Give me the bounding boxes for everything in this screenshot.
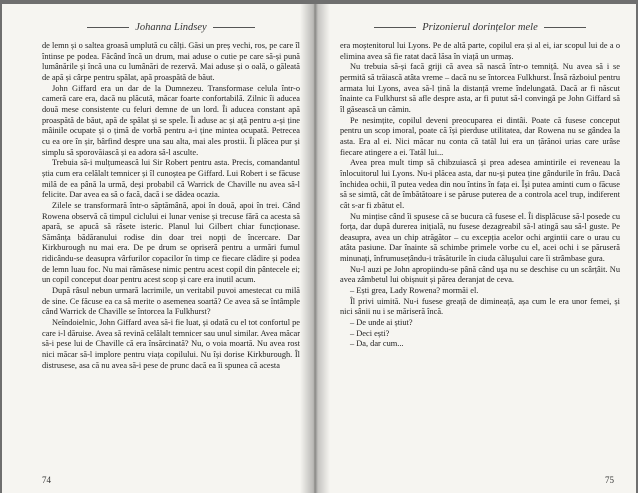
- paragraph: – Da, dar cum...: [350, 339, 404, 349]
- head-rule-right: [213, 27, 255, 28]
- paragraph: Îl privi uimită. Nu-i fusese greață de dimineață, așa cum le era unor femei, și nici sânii nu i se măriseră încă.: [340, 296, 620, 317]
- left-page-number: 74: [42, 475, 51, 485]
- paragraph: de lemn și o saltea groasă umplută cu câlți. Găsi un preș vechi, ros, pe care îl întinse pe podea. Făcând încă un drum, mai aduse o cutie pe care să-și pună lumânările și încă una cu lumânări de rezervă. Mai aduse și o oală, o găleată de apă și cârpe pentru spălat, apă proaspătă de băut.: [42, 41, 300, 82]
- left-running-head: [42, 20, 300, 34]
- right-running-head-text: Prizonierul dorințelor mele: [422, 21, 538, 33]
- right-body-text: [340, 41, 620, 350]
- left-running-head-text: Johanna Lindsey: [135, 21, 207, 33]
- paragraph: Zilele se transformară într-o săptămână, apoi în două, apoi în trei. Când Rowena observă că timpul ciclului ei lunar venise și trecuse fără ca acesta să apară, se apucă să râsete isteric. Planul lui Gilbert chiar funcționase. Sămânța bădăranului rodise din doar trei nopți de încercare. Dar Kirkburough nu mai era. De pe drum se opriseră pentru a urmări fumul ridicându-se deasupra vârfurilor copacilor în timp ce fiecare clădire și podea de lemn luau foc. Nu mai rămăsese nimic pentru acest copil din pântecele ei; un copil conceput doar pentru acest scop și care era inutil acum.: [42, 200, 300, 285]
- paragraph: Nu mințise când îi spusese că se bucura că fusese el. Îi displăcuse să-l posede cu forța, dar după durerea inițială, nu fusese dezagreabil să-l atingă sau să-l guste. Pe deasupra, avea un chip atrăgător – cu excepția acelor ochi argintii care o urau cu atâta pasiune. Dar înainte să schimbe primele vorbe cu el, acei ochi i se păruseră minunați, înfrumusețându-i trăsăturile în ciuda căluşului care îi strâmbase gura.: [340, 211, 620, 264]
- paragraph: Avea prea mult timp să chibzuiască și prea adesea amintirile ei reveneau la înlocuitorul lui Lyons. Nu-i plăcea asta, dar nu-și putea ține gândurile în frâu. Dacă închidea ochii, îl putea vedea din nou întins în fața ei. Își putea aminti cum o făcuse să se simtă, cât de îmbătătoare i se păruse puterea de a controla acel trup, indiferent cât s-ar fi zbătut el.: [340, 158, 620, 210]
- paragraph: John Giffard era un dar de la Dumnezeu. Transformase celula într-o cameră care era, dacă nu plăcută, măcar foarte confortabilă. Zilnic îi aducea două mese consistente cu feluri demne de un lord. Îi aducea constant apă proaspătă de băut, apă de spălat și se spele. Îi aduse ac și ață pentru a-și ține mâinile ocupate și o țimă de vorbă pentru a-i ține mintea ocupată. Petrecea cu ea ore în șir, bârfind despre una sau alta, mai ales prostii. Îi plăcea pur și simplu să sporovăiască și ea adora să-l asculte.: [42, 83, 300, 157]
- paragraph: Pe nesimțite, copilul deveni preocuparea ei dintâi. Poate că fusese conceput pentru un scop imoral, poate că își pierduse utilitatea, dar Rowena nu se gândea la asta. Era al ei. Nici măcar nu conta că tatăl lui era un țărănoi urias care urâse fiecare atingere a ei. Tatăl lui...: [340, 115, 620, 157]
- paragraph: – Ești grea, Lady Rowena? mormăi el.: [350, 286, 479, 296]
- paragraph: Neîndoielnic, John Giffard avea să-i fie luat, și odată cu el tot confortul pe care i-l dăruise. Avea să revină celălalt temnicer sau unul similar. Avea măcar să-i pese lui de Chaville că era însărcinată? Nu, o voia moartă. Nu avea rost nici măcar să-l implore pentru viața copilului. Nu își dorise Kirkburough. Îl distrusese, asa că nu avea să-i pese de prunc dacă ea îi spunea că acesta: [42, 318, 300, 370]
- head-rule-left: [87, 27, 129, 28]
- head-rule-right: [544, 27, 586, 28]
- right-page: [314, 4, 636, 493]
- paragraph: era moștenitorul lui Lyons. Pe de altă parte, copilul era și al ei, iar scopul lui de a o elimina avea să fie ratat dacă lăsa în viață un urmaș.: [340, 41, 620, 61]
- right-running-head: [340, 20, 620, 34]
- left-body-text: [42, 41, 300, 371]
- paragraph: – Deci ești?: [350, 328, 390, 338]
- paragraph: Trebuia să-i mulțumească lui Sir Robert pentru asta. Precis, comandantul știa cum era celălalt temnicer și îl cunoștea pe Giffard. Lui Robert i se făcuse milă de ea până la urmă, deși probabil că Warrick de Chaville nu avea să-l felicite. Dar avea ea să o facă, dacă i se dădea ocazia.: [42, 158, 300, 200]
- paragraph: După râsul nebun urmară lacrimile, un veritabil puvoi amestecat cu milă de sine. Ce făcuse ea ca să merite o asemenea soartă? Ce avea să se întâmple când Warrick de Chaville se întorcea la Fulkhurst?: [42, 286, 300, 317]
- paragraph: Nu trebuia să-și facă griji că avea să nască într-o temniță. Nu avea să i se permită să trăiască atâta vreme – dacă nu se întorcea Fulkhurst. Însă războiul pentru armata lui Lyons, avea să-l țină la distanță vreme îndelungată. Dacă ar fi născut înainte ca Fulkhurst să afle despre asta, ar fi putut să-l convingă pe John Giffard să îl găsească un cămin.: [340, 62, 620, 114]
- paragraph: Nu-l auzi pe John apropiindu-se până când uşa nu se deschise cu un scârțâit. Nu avea zâmbetul lui obișnuit și părea deranjat de ceva.: [340, 264, 620, 285]
- head-rule-left: [374, 27, 416, 28]
- right-page-number: 75: [605, 475, 614, 485]
- paragraph: – De unde ai știut?: [350, 318, 413, 328]
- left-page: [2, 4, 314, 493]
